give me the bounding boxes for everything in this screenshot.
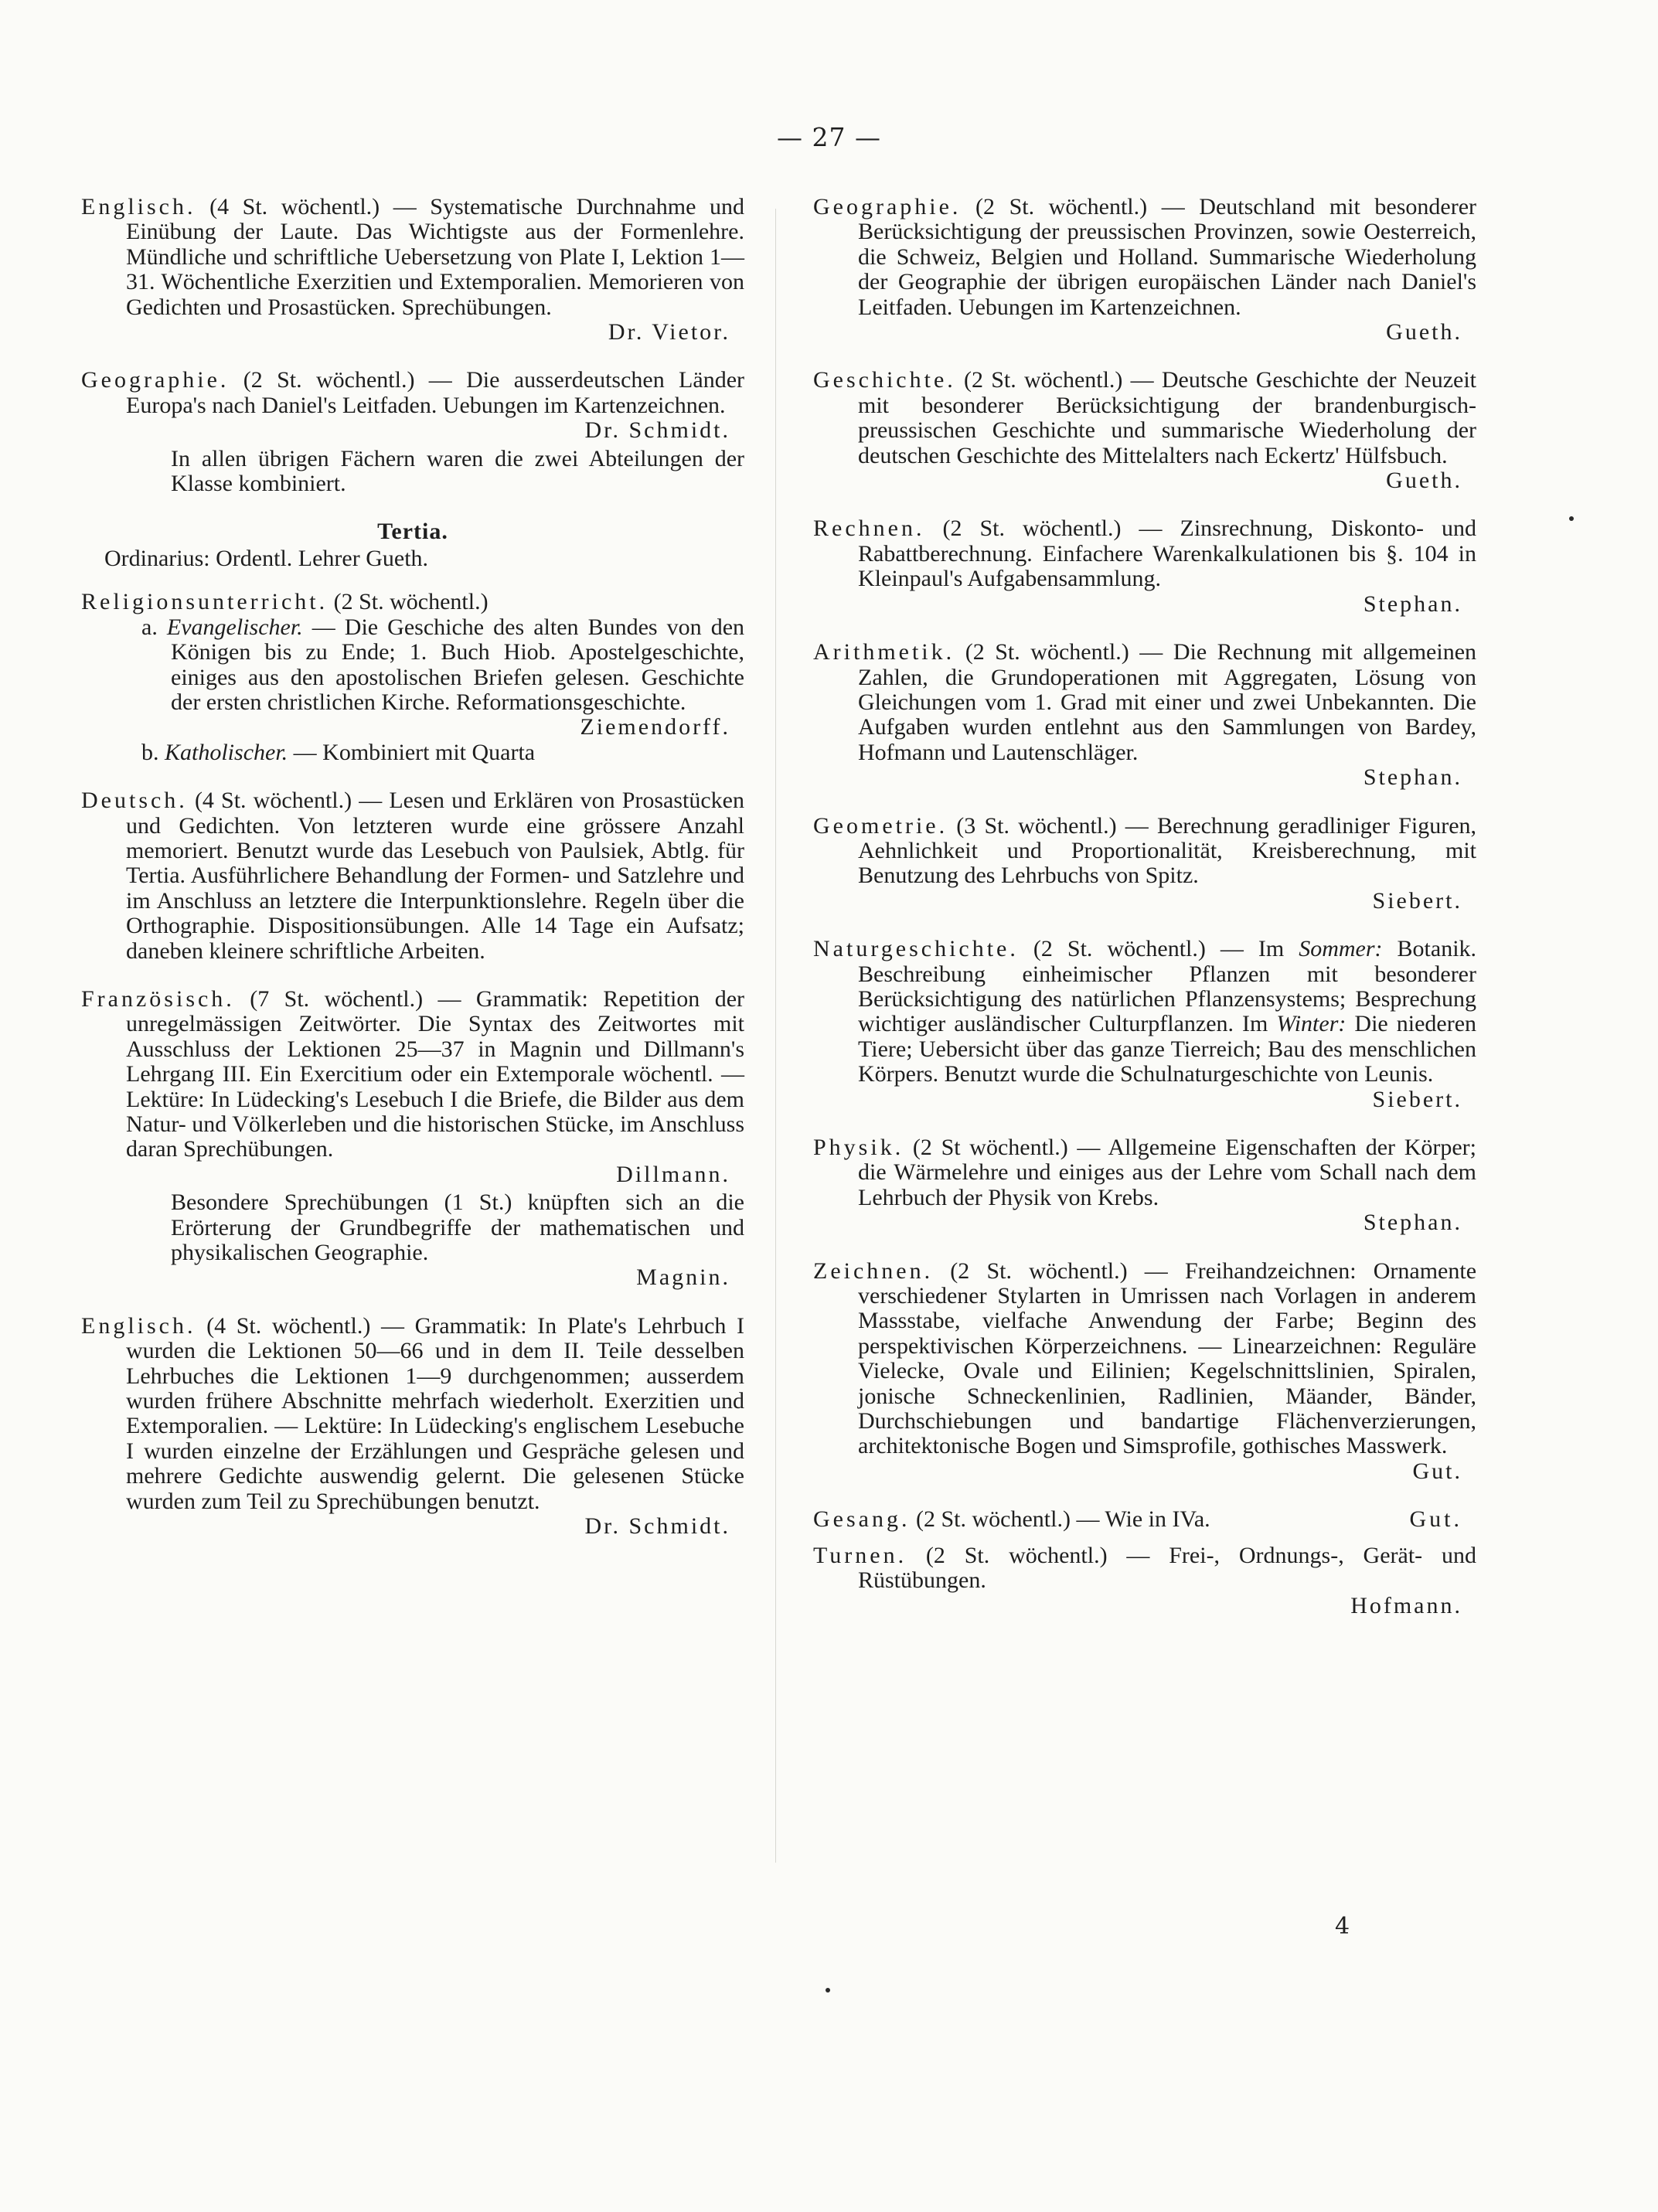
entry-deutsch [81,788,744,964]
entry-text: (7 St. wöchentl.) — Grammatik: Repetition der unregelmässigen Zeitwörter. Die Syntax des Zeitwortes mit Ausschluss der Lektionen 25—37 in Magnin und Dillmann's Lehrgang III. Ein Exercitium oder ein Extemporale wöchentl. — Lektüre: In Lüdecking's Lesebuch I die Briefe, die Bilder aus dem Natur- und Völkerleben und die historischen Stücke, im Anschluss daran Sprechübungen. [126,985,745,1162]
entry-zeichnen [813,1259,1476,1485]
teacher-signature: Gueth. [1386,468,1462,494]
entry-title: Gesang. [813,1506,911,1533]
entry-arithmetik [813,640,1476,790]
combined-note: In allen übrigen Fächern waren die zwei Abteilungen der Klasse kombiniert. [171,445,744,497]
teacher-signature: Stephan. [1363,764,1462,791]
part-label: b. [141,739,159,765]
entry-text: (2 St. wöchentl.) — Zinsrechnung, Diskonto- und Rabattberechnung. Einfachere Warenkalkulationen bis §. 104 in Kleinpaul's Aufgabensammlung. [858,516,1476,592]
extra-note: Besondere Sprechübungen (1 St.) knüpften sich an die Erörterung der Grundbegriffe der mathematischen und physikalischen Geographie. [171,1189,744,1266]
entry-naturgeschichte [813,937,1476,1112]
entry-physik [813,1135,1476,1236]
teacher-signature: Gueth. [1386,319,1462,345]
entry-text: (2 St. wöchentl.) — Die Rechnung mit allgemeinen Zahlen, die Grundoperationen mit Aggregaten, Lösung von Gleichungen vom 1. Grad mit einer und zwei Unbekannten. Die Aufgaben wurden entlehnt aus den Sammlungen von Bardey, Hofmann und Lautenschläger. [858,639,1477,765]
religion-part-a [126,615,744,716]
entry-rechnen [813,516,1476,617]
part-label: a. [141,614,158,640]
entry-text: (2 St wöchentl.) — Allgemeine Eigenschaften der Körper; die Wärmelehre und einiges aus der Lehre vom Schall nach dem Lehrbuch der Physik von Krebs. [858,1135,1476,1210]
entry-text: (2 St. wöchentl.) — Deutschland mit besonderer Berücksichtigung der preussischen Provinzen, sowie Oesterreich, die Schweiz, Belgien und Holland. Summarische Wiederholung der Geographie der übrigen europäischen Länder nach Daniel's Leitfaden. Uebungen im Kartenzeichnen. [858,194,1476,320]
entry-text: (2 St. wöchentl.) — Frei-, Ordnungs-, Gerät- und Rüstübungen. [858,1542,1476,1594]
entry-title: Arithmetik. [813,639,955,665]
teacher-signature: Ziemendorff. [580,714,730,740]
entry-title: Geographie. [813,194,962,219]
entry-text: (2 St. wöchentl.) — Im [1033,936,1285,962]
entry-title: Französisch. [81,985,235,1012]
entry-geschichte [813,368,1476,493]
season-label: Sommer: [1299,936,1383,962]
season-label: Winter: [1276,1011,1346,1037]
entry-text: (4 St. wöchentl.) — Systematische Durchnahme und Einübung der Laute. Das Wichtigste aus der Formenlehre. Mündliche und schriftliche Uebersetzung von Plate I, Lektion 1—31. Wöchentliche Exerzitien und Extemporalien. Memorieren von Gedichten und Prosastücken. Sprechübungen. [126,194,745,320]
teacher-signature: Gut. [1412,1458,1462,1484]
entry-title: Religionsunterricht. [81,589,329,615]
part-text: — Die Geschiche des alten Bundes von den Königen bis zu Ende; 1. Buch Hiob. Apostelgeschichte, einiges aus den apostolischen Briefen gelesen. Geschichte der ersten christlichen Kirche. Reformationsgeschichte. [171,614,745,715]
teacher-signature: Stephan. [1363,1210,1462,1236]
entry-text: Die niederen Tiere; Uebersicht über das ganze Tierreich; Bau des menschlichen Körpers. Benutzt wurde die Schulnaturgeschichte von Leunis. [858,1011,1477,1087]
entry-title: Deutsch. [81,788,188,814]
entry-text: (2 St. wöchentl.) — Freihandzeichnen: Ornamente verschiedener Stylarten in Umrissen nach Vorlagen in anderem Massstabe, vielfache Anwendung der Farbe; Beginn des perspektivischen Körperzeichnens. — Linearzeichnen: Reguläre Vielecke, Ovale und Eilinien; Kegelschnittslinien, Spiralen, jonische Schneckenlinien, Radlinien, Mäander, Bänder, Durchschiebungen und bandartige Flächenverzierungen, architektonische Bogen und Simsprofile, gothisches Masswerk. [858,1257,1477,1459]
entry-title: Physik. [813,1135,904,1160]
section-heading-tertia: Tertia. [377,519,448,545]
entry-title: Naturgeschichte. [813,936,1019,962]
entry-turnen [813,1543,1476,1618]
teacher-signature: Dr. Vietor. [608,319,730,345]
teacher-signature: Siebert. [1372,1086,1462,1112]
entry-title: Geographie. [81,367,230,393]
entry-title: Geschichte. [813,367,956,393]
entry-religion [81,590,744,765]
entry-geographie-tertia [813,195,1476,345]
teacher-signature: Dr. Schmidt. [584,1513,730,1540]
entry-text: (2 St. wöchentl.) — Deutsche Geschichte der Neuzeit mit besonderer Berücksichtigung der brandenburgisch-preussischen Geschichte und summarische Wiederholung der deutschen Geschichte des Mittelalters nach Eckertz' Hülfsbuch. [858,367,1477,468]
entry-title: Zeichnen. [813,1257,934,1284]
teacher-signature: Gut. [1409,1506,1462,1533]
entry-text: (2 St. wöchentl.) — Wie in IVa. [915,1506,1210,1533]
ink-speck [1569,516,1574,521]
entry-franzoesisch [81,987,744,1291]
part-kind: Evangelischer. [166,614,303,640]
ordinarius-line: Ordinarius: Ordentl. Lehrer Gueth. [104,545,429,571]
entry-text: Botanik. Beschreibung einheimischer Pflanzen mit besonderer Berücksichtigung des natürlichen Pflanzensystems; Besprechung wichtiger ausländischer Culturpflanzen. Im [858,936,1477,1037]
entry-title: Rechnen. [813,516,925,542]
part-kind: Katholischer. [165,739,288,765]
teacher-signature: Magnin. [636,1264,730,1291]
entry-text: (3 St. wöchentl.) — Berechnung geradliniger Figuren, Aehnlichkeit und Proportionalität, Kreisberechnung, mit Benutzung des Lehrbuchs von Spitz. [858,812,1477,889]
teacher-signature: Dr. Schmidt. [584,417,730,444]
entry-text: (2 St. wöchentl.) [333,589,489,615]
entry-englisch-tertia [81,1314,744,1540]
teacher-signature: Siebert. [1372,887,1462,914]
entry-geographie-quarta [81,368,744,496]
part-text: — Kombiniert mit Quarta [293,739,536,765]
religion-part-b [126,740,744,765]
page-number: — 27 — [777,122,881,152]
entry-text: (4 St. wöchentl.) — Grammatik: In Plate's Lehrbuch I wurden die Lektionen 50—66 und in dem II. Teile desselben Lehrbuches die Lektionen 1—9 durchgenommen; ausserdem wurden frühere Abschnitte mehrfach wiederholt. Exerzitien und Extemporalien. — Lektüre: In Lüdecking's englischem Lesebuche I wurden einzelne der Erzählungen und Gespräche gelesen und mehrere Gedichte auswendig gelernt. Die gelesenen Stücke wurden zum Teil zu Sprechübungen benutzt. [126,1312,745,1514]
entry-gesang [813,1507,1476,1532]
entry-title: Englisch. [81,1312,196,1339]
teacher-signature: Stephan. [1363,590,1462,617]
right-column [813,195,1476,1642]
teacher-signature: Hofmann. [1350,1592,1462,1618]
entry-geometrie [813,814,1476,914]
column-divider [775,209,776,1863]
entry-title: Geometrie. [813,812,948,839]
left-column [81,195,744,1563]
entry-englisch-quarta [81,195,744,345]
teacher-signature: Dillmann. [616,1161,730,1187]
entry-title: Englisch. [81,194,196,219]
entry-title: Turnen. [813,1542,907,1568]
ink-speck [826,1988,830,1993]
signature-mark: 4 [1335,1913,1350,1940]
entry-text: (2 St. wöchentl.) — Die ausserdeutschen Länder Europa's nach Daniel's Leitfaden. Uebungen im Kartenzeichnen. [126,367,744,418]
entry-text: (4 St. wöchentl.) — Lesen und Erklären von Prosastücken und Gedichten. Von letzteren wurde eine grössere Anzahl memoriert. Benutzt wurde das Lesebuch von Paulsiek, Abtlg. für Tertia. Ausführlichere Behandlung der Formen- und Satzlehre und im Anschluss an letztere die Interpunktionslehre. Regeln über die Orthographie. Dispositionsübungen. Alle 14 Tage ein Aufsatz; daneben kleinere schriftliche Arbeiten. [126,788,745,964]
